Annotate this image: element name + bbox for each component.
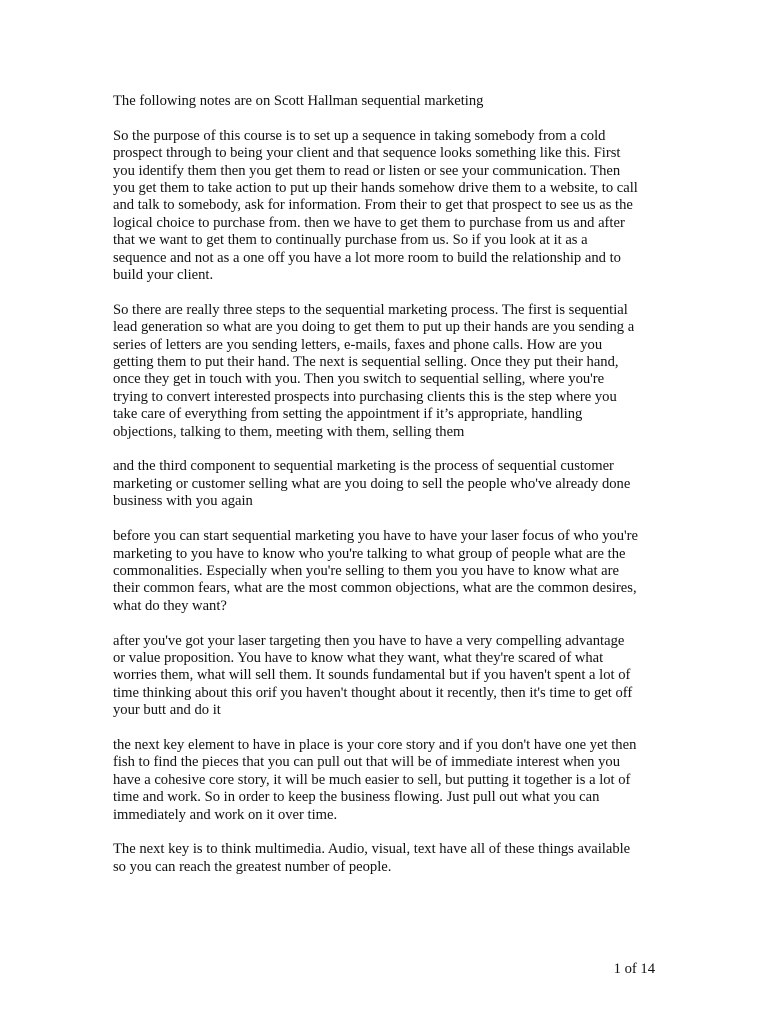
- document-title: The following notes are on Scott Hallman sequential marketing: [113, 93, 484, 109]
- paragraph: after you've got your laser targeting then you have to have a very compelling advantage or value proposition. You have to know what they want, what they're scared of what worries them, what will sell them. It sounds fundamental but if you haven't spent a lot of time thinking about this orif you haven't thought about it recently, then it's time to get off your butt and do it: [113, 632, 633, 719]
- paragraph: the next key element to have in place is your core story and if you don't have one yet then fish to find the pieces that you can pull out that will be of immediate interest when you have a cohesive core story, it will be much easier to sell, but putting it together is a lot of time and work. So in order to keep the business flowing. Just pull out what you can immediately and work on it over time.: [113, 736, 637, 823]
- paragraph: and the third component to sequential marketing is the process of sequential customer marketing or customer selling what are you doing to sell the people who've already done business with you again: [113, 458, 631, 510]
- paragraph: The next key is to think multimedia. Audio, visual, text have all of these things available so you can reach the greatest number of people.: [113, 841, 631, 875]
- paragraph: So the purpose of this course is to set up a sequence in taking somebody from a cold prospect through to being your client and that sequence looks something like this. First you identify them then you get them to read or listen or see your communication. Then you get them to take action to put up their hands somehow drive them to a website, to call and talk to somebody, ask for information. From their to get that prospect to see us as the logical choice to purchase from. then we have to get them to purchase from us and after that we want to get them to continually purchase from us. So if you look at it as a sequence and not as a one off you have a lot more room to build the relationship and to build your client.: [113, 127, 638, 284]
- paragraph: before you can start sequential marketing you have to have your laser focus of who you're marketing to you have to know who you're talking to what group of people what are the commonalities. Especially when you're selling to them you you have to know what are their common fears, what are the most common objections, what are the common desires, what do they want?: [113, 528, 638, 614]
- page-number: 1 of 14: [613, 961, 655, 977]
- paragraph: So there are really three steps to the sequential marketing process. The first is sequential lead generation so what are you doing to get them to put up their hands are you sending a series of letters are you sending letters, e-mails, faxes and phone calls. How are you getting them to put their hand. The next is sequential selling. Once they put their hand, once they get in touch with you. Then you switch to sequential selling, where you're trying to convert interested prospects into purchasing clients this is the step where you take care of everything from setting the appointment if it’s appropriate, handling objections, talking to them, meeting with them, selling them: [113, 301, 635, 440]
- document-body: [113, 93, 673, 894]
